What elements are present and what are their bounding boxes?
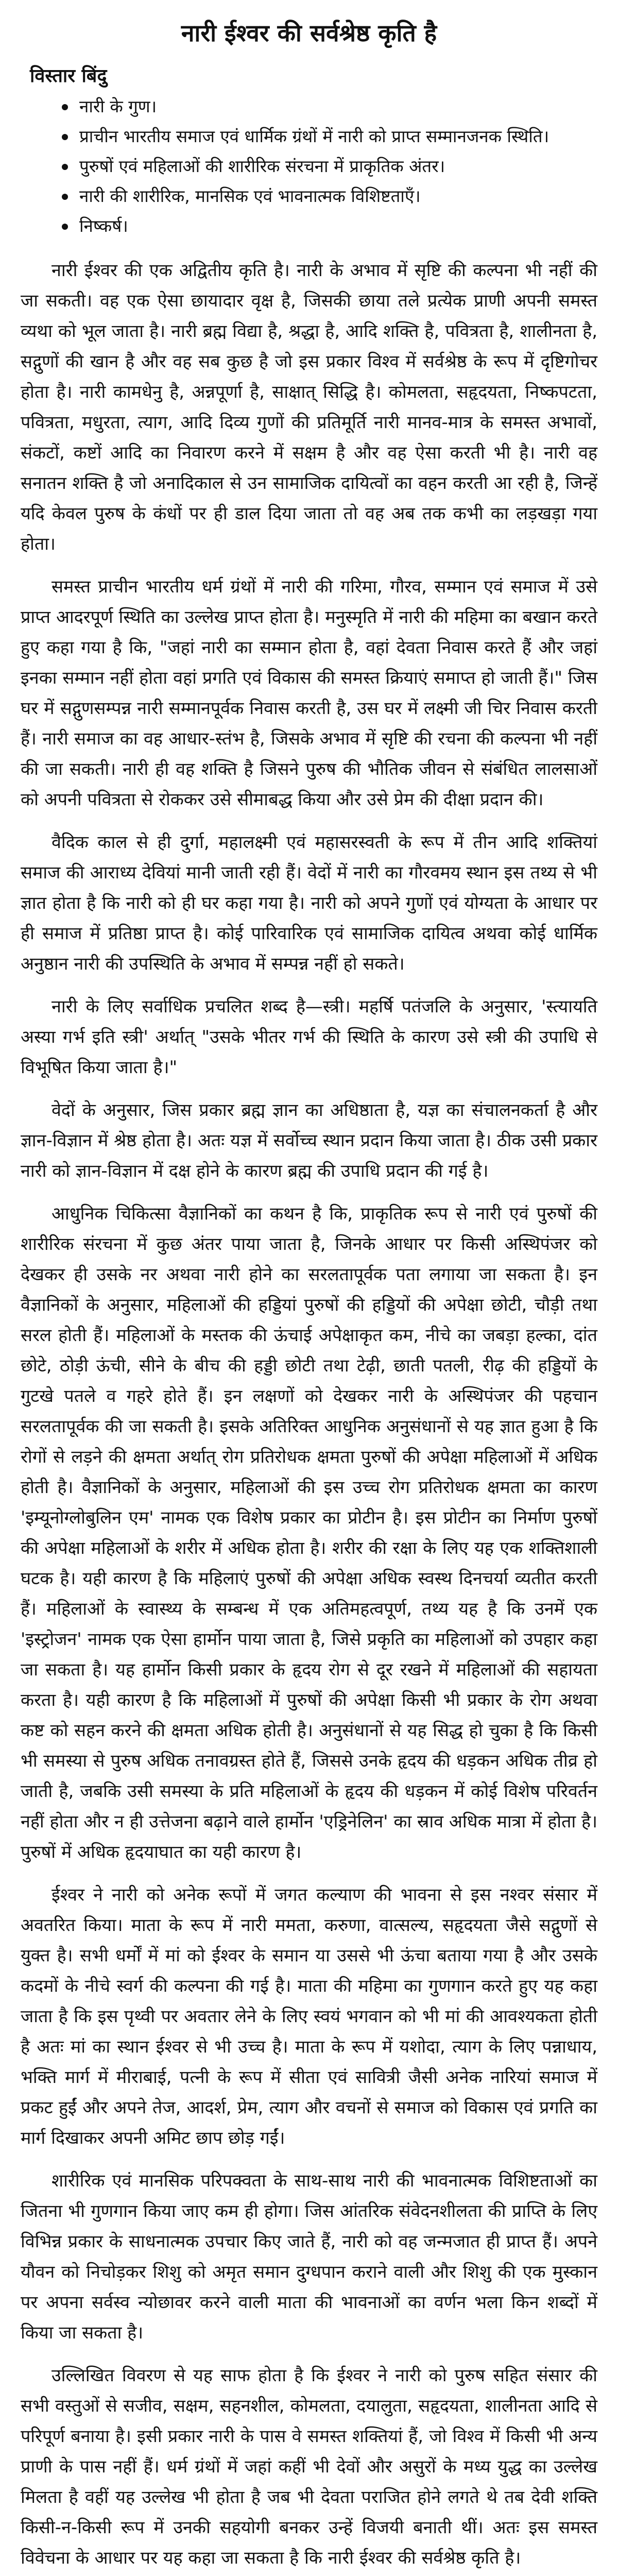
paragraph-mother: ईश्वर ने नारी को अनेक रूपों में जगत कल्याण की भावना से इस नश्वर संसार में अवतरित किया। माता के रूप में नारी ममता, करुणा, वात्सल्य, सहृदयता जैसे सद्गुणों से युक्त है। सभी धर्मों में मां को ईश्वर के समान या उससे भी ऊंचा बताया गया है और उसके कदमों के नीचे स्वर्ग की कल्पना की गई है। माता की महिमा का गुणगान करते हुए यह कहा जाता है कि इस पृथ्वी पर अवतार लेने के लिए स्वयं भगवान को भी मां की आवश्यकता होती है अतः मां का स्थान ईश्वर से भी उच्च है। माता के रूप में यशोदा, त्याग के लिए पन्नाधाय, भक्ति मार्ग में मीराबाई, पत्नी के रूप में सीता एवं सावित्री जैसी अनेक नारियां समाज में प्रकट हुईं और अपने तेज, आदर्श, प्रेम, त्याग और वचनों से समाज को विकास एवं प्रगति का मार्ग दिखाकर अपनी अमिट छाप छोड़ गईं। <box>21 1885 597 2148</box>
paragraph-vedas: वेदों के अनुसार, जिस प्रकार ब्रह्म ज्ञान का अधिष्ठाता है, यज्ञ का संचालनकर्ता है और ज्ञान-विज्ञान में श्रेष्ठ होता है। अतः यज्ञ में सर्वोच्च स्थान प्रदान किया जाता है। ठीक उसी प्रकार नारी को ज्ञान-विज्ञान में दक्ष होने के कारण ब्रह्म की उपाधि प्रदान की गई है। <box>21 1100 597 1181</box>
paragraph-science: आधुनिक चिकित्सा वैज्ञानिकों का कथन है कि, प्राकृतिक रूप से नारी एवं पुरुषों की शारीरिक संरचना में कुछ अंतर पाया जाता है, जिनके आधार पर किसी अस्थिपंजर को देखकर ही उसके नर अथवा नारी होने का सरलतापूर्वक पता लगाया जा सकता है। इन वैज्ञानिकों के अनुसार, महिलाओं की हड्डियां पुरुषों की हड्डियों की अपेक्षा छोटी, चौड़ी तथा सरल होती हैं। महिलाओं के मस्तक की ऊंचाई अपेक्षाकृत कम, नीचे का जबड़ा हल्का, दांत छोटे, ठोड़ी ऊंची, सीने के बीच की हड्डी छोटी तथा टेढ़ी, छाती पतली, रीढ़ की हड्डियों के गुटखे पतले व गहरे होते हैं। इन लक्षणों को देखकर नारी के अस्थिपंजर की पहचान सरलतापूर्वक की जा सकती है। इसके अतिरिक्त आधुनिक अनुसंधानों से यह ज्ञात हुआ है कि रोगों से लड़ने की क्षमता अर्थात् रोग प्रतिरोधक क्षमता पुरुषों की अपेक्षा महिलाओं में अधिक होती है। वैज्ञानिकों के अनुसार, महिलाओं की इस उच्च रोग प्रतिरोधक क्षमता का कारण 'इम्यूनोग्लोबुलिन एम' नामक एक विशेष प्रकार का प्रोटीन है। इस प्रोटीन का निर्माण पुरुषों की अपेक्षा महिलाओं के शरीर में अधिक होता है। शरीर की रक्षा के लिए यह एक शक्तिशाली घटक है। यही कारण है कि महिलाएं पुरुषों की अपेक्षा अधिक स्वस्थ दिनचर्या व्यतीत करती हैं। महिलाओं के स्वास्थ्य के सम्बन्ध में एक अतिमहत्वपूर्ण, तथ्य यह है कि उनमें एक 'इस्ट्रोजन' नामक एक ऐसा हार्मोन पाया जाता है, जिसे प्रकृति का महिलाओं को उपहार कहा जा सकता है। यह हार्मोन किसी प्रकार के हृदय रोग से दूर रखने में महिलाओं की सहायता करता है। यही कारण है कि महिलाओं में पुरुषों की अपेक्षा किसी भी प्रकार के रोग अथवा कष्ट को सहन करने की क्षमता अधिक होती है। अनुसंधानों से यह सिद्ध हो चुका है कि किसी भी समस्या से पुरुष अधिक तनावग्रस्त होते हैं, जिससे उनके हृदय की धड़कन अधिक तीव्र हो जाती है, जबकि उसी समस्या के प्रति महिलाओं के हृदय की धड़कन में कोई विशेष परिवर्तन नहीं होता और न ही उत्तेजना बढ़ाने वाले हार्मोन 'एड्रिनेलिन' का स्राव अधिक मात्रा में होता है। पुरुषों में अधिक हृदयाघात का यही कारण है। <box>21 1204 597 1862</box>
outline-item: प्राचीन भारतीय समाज एवं धार्मिक ग्रंथों में नारी को प्राप्त सम्मानजनक स्थिति। <box>62 122 597 151</box>
essay-title: नारी ईश्वर की सर्वश्रेष्ठ कृति है <box>181 19 437 47</box>
paragraph-emotional: शारीरिक एवं मानसिक परिपक्वता के साथ-साथ नारी की भावनात्मक विशिष्टताओं का जितना भी गुणगान किया जाए कम ही होगा। जिस आंतरिक संवेदनशीलता की प्राप्ति के लिए विभिन्न प्रकार के साधनात्मक उपचार किए जाते हैं, नारी को वह जन्मजात ही प्राप्त हैं। अपने यौवन को निचोड़कर शिशु को अमृत समान दुग्धपान कराने वाली और शिशु की एक मुस्कान पर अपना सर्वस्व न्योछावर करने वाली माता की भावनाओं का वर्णन भला किन शब्दों में किया जा सकता है। <box>21 2171 597 2343</box>
outline-list <box>21 92 597 241</box>
paragraph-ancient-texts: समस्त प्राचीन भारतीय धर्म ग्रंथों में नारी की गरिमा, गौरव, सम्मान एवं समाज में उसे प्राप्त आदरपूर्ण स्थिति का उल्लेख प्राप्त होता है। मनुस्मृति में नारी की महिमा का बखान करते हुए कहा गया है कि, "जहां नारी का सम्मान होता है, वहां देवता निवास करते हैं और जहां इनका सम्मान नहीं होता वहां प्रगति एवं विकास की समस्त क्रियाएं समाप्त हो जाती हैं।" जिस घर में सद्गुणसम्पन्न नारी सम्मानपूर्वक निवास करती है, उस घर में लक्ष्मी जी चिर निवास करती हैं। नारी समाज का वह आधार-स्तंभ है, जिसके अभाव में सृष्टि की रचना की कल्पना भी नहीं की जा सकती। नारी ही वह शक्ति है जिसने पुरुष की भौतिक जीवन से संबंधित लालसाओं को अपनी पवित्रता से रोककर उसे सीमाबद्ध किया और उसे प्रेम की दीक्षा प्रदान की। <box>21 577 597 810</box>
outline-item: नारी के गुण। <box>62 92 597 122</box>
paragraph-vedic-era: वैदिक काल से ही दुर्गा, महालक्ष्मी एवं महासरस्वती के रूप में तीन आदि शक्तियां समाज की आराध्य देवियां मानी जाती रही हैं। वेदों में नारी का गौरवमय स्थान इस तथ्य से भी ज्ञात होता है कि नारी को ही घर कहा गया है। नारी को अपने गुणों एवं योग्यता के आधार पर ही समाज में प्रतिष्ठा प्राप्त है। कोई पारिवारिक एवं सामाजिक दायित्व अथवा कोई धार्मिक अनुष्ठान नारी की उपस्थिति के अभाव में सम्पन्न नहीं हो सकते। <box>21 832 597 974</box>
outline-item: नारी की शारीरिक, मानसिक एवं भावनात्मक विशिष्टताएँ। <box>62 181 597 211</box>
paragraph-intro: नारी ईश्वर की एक अद्वितीय कृति है। नारी के अभाव में सृष्टि की कल्पना भी नहीं की जा सकती। वह एक ऐसा छायादार वृक्ष है, जिसकी छाया तले प्रत्येक प्राणी अपनी समस्त व्यथा को भूल जाता है। नारी ब्रह्म विद्या है, श्रद्धा है, आदि शक्ति है, पवित्रता है, शालीनता है, सद्गुणों की खान है और वह सब कुछ है जो इस प्रकार विश्व में सर्वश्रेष्ठ के रूप में दृष्टिगोचर होता है। नारी कामधेनु है, अन्नपूर्णा है, साक्षात् सिद्धि है। कोमलता, सहृदयता, निष्कपटता, पवित्रता, मधुरता, त्याग, आदि दिव्य गुणों की प्रतिमूर्ति नारी मानव-मात्र के समस्त अभावों, संकटों, कष्टों आदि का निवारण करने में सक्षम है और वह ऐसा करती भी है। नारी वह सनातन शक्ति है जो अनादिकाल से उन सामाजिक दायित्वों का वहन करती आ रही है, जिन्हें यदि केवल पुरुष के कंधों पर ही डाल दिया जाता तो वह अब तक कभी का लड़खड़ा गया होता। <box>21 260 597 554</box>
outline-heading: विस्तार बिंदु <box>30 65 107 87</box>
paragraph-stri-meaning: नारी के लिए सर्वाधिक प्रचलित शब्द है—स्त्री। महर्षि पतंजलि के अनुसार, 'स्त्यायति अस्या गर्भ इति स्त्री' अर्थात् "उसके भीतर गर्भ की स्थिति के कारण उसे स्त्री की उपाधि से विभूषित किया जाता है।" <box>21 996 597 1078</box>
paragraph-conclusion: उल्लिखित विवरण से यह साफ होता है कि ईश्वर ने नारी को पुरुष सहित संसार की सभी वस्तुओं से सजीव, सक्षम, सहनशील, कोमलता, दयालुता, सहृदयता, शालीनता आदि से परिपूर्ण बनाया है। इसी प्रकार नारी के पास वे समस्त शक्तियां हैं, जो विश्व में किसी भी अन्य प्राणी के पास नहीं हैं। धर्म ग्रंथों में जहां कहीं भी देवों और असुरों के मध्य युद्ध का उल्लेख मिलता है वहीं यह उल्लेख भी होता है जब भी देवता पराजित होने लगते थे तब देवी शक्ति किसी-न-किसी रूप में उनकी सहयोगी बनकर उन्हें विजयी बनाती थीं। अतः इस समस्त विवेचना के आधार पर यह कहा जा सकता है कि नारी ईश्वर की सर्वश्रेष्ठ कृति है। <box>21 2365 597 2568</box>
outline-item: पुरुषों एवं महिलाओं की शारीरिक संरचना में प्राकृतिक अंतर। <box>62 151 597 181</box>
outline-item: निष्कर्ष। <box>62 211 597 241</box>
